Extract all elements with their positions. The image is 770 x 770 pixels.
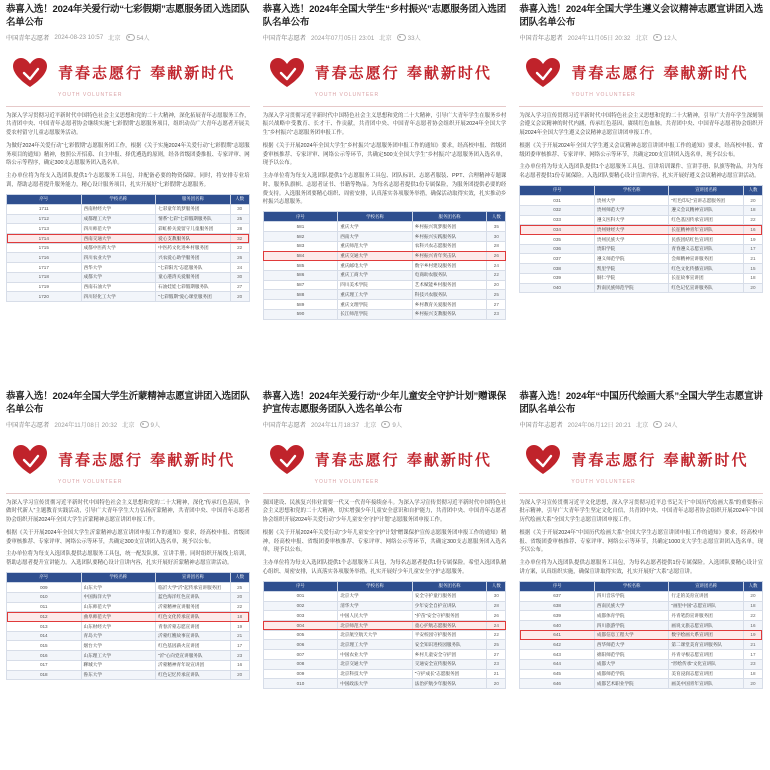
banner-subtitle: YOUTH VOLUNTEER [314, 478, 380, 485]
table-row: 583 重庆师范大学 农科兴农志愿服务团 28 [263, 241, 506, 251]
meta-date: 2024年11月08日 20:32 [54, 421, 118, 429]
selected-teams-table [6, 194, 250, 303]
table-row: 015 烟台大学 红色基因薪火宣讲团 17 [7, 641, 250, 651]
table-row: 002 清华大学 少年安全自护宣讲队 28 [263, 601, 506, 611]
article-meta [263, 33, 507, 42]
table-row: 637 四川音乐学院 行走的美育宣讲团 20 [520, 591, 763, 601]
column-header: 序号 [263, 581, 338, 591]
heart-hand-icon [10, 440, 50, 480]
table-header-row [7, 572, 250, 582]
table-row: 1713 四川师范大学 彩虹桥关爱留守儿童服务团 28 [7, 224, 250, 234]
table-body [7, 583, 250, 680]
table-row: 1711 西南财经大学 七彩童年筑梦服务团 30 [7, 204, 250, 214]
table-row: 033 遵义医科大学 红色基因传承宣讲团 22 [520, 215, 763, 225]
table-row: 581 重庆大学 乡村振兴筑梦服务团 35 [263, 222, 506, 232]
table-row: 1720 四川轻化工大学 “七彩假期”爱心课堂服务团 20 [7, 292, 250, 302]
column-header: 学校名称 [81, 194, 156, 204]
table-row: 035 贵州民族大学 民族团结红色宣讲团 19 [520, 235, 763, 245]
table-row: 1718 成都大学 童心港湾关爱服务团 30 [7, 272, 250, 282]
eye-icon [126, 34, 135, 41]
paragraph: 强国建设、民族复兴伟业需要一代又一代青年接续奋斗。为深入学习宣传贯彻习近平新时代中国特色社会主义思想和党的二十大精神，切实增强少年儿童安全意识和自护能力，共青团中央、中国青年志愿者协会组织开展2024年关爱行动“少年儿童安全守护计划”志愿服务团申报工作。 [262, 499, 507, 524]
banner-subtitle: YOUTH VOLUNTEER [571, 478, 636, 485]
column-header: 序号 [7, 572, 82, 582]
paragraph: 主办单位将为每支入选团队提供1个志愿服务工具包，并配备必要的物资保障。同时，将安排专业培训，帮助志愿者提升服务能力，精心设计服务项目，扎实开展好“七彩假期”志愿服务。 [6, 173, 250, 188]
table-row: 010 中国政法大学 法治护航少年服务队 20 [263, 679, 506, 689]
column-header: 学校名称 [594, 185, 669, 195]
table-row: 032 贵州师范大学 遵义会议精神宣讲队 18 [520, 205, 763, 215]
meta-read-count: 9人 [140, 420, 161, 429]
divider [519, 106, 763, 107]
paragraph: 主办单位将为每支入选团队提供1个志愿服务工具包、宣讲培训课件、宣讲手册、队旗等物品，并为每名志愿者提供1份专属保险。入选团队要精心设计宣讲内容，扎实开展好遵义会议精神志愿宣讲活动。 [519, 164, 763, 180]
meta-read-count: 54人 [126, 33, 150, 42]
column-header: 学校名称 [594, 581, 669, 591]
banner-subtitle: YOUTH VOLUNTEER [571, 91, 636, 98]
column-header: 宣讲团名称 [669, 581, 744, 591]
banner-title: 青春志愿行 奉献新时代 [571, 451, 749, 470]
table-row: 1719 西南石油大学 石油娃娃七彩假期服务队 27 [7, 282, 250, 292]
table-row: 588 重庆理工大学 科技兴农服务队 25 [263, 290, 506, 300]
column-header: 序号 [263, 212, 338, 222]
meta-source: 中国青年志愿者 [519, 421, 563, 429]
column-header: 序号 [7, 194, 82, 204]
table-row: 642 西华师范大学 第二课堂美育宣讲服务队 21 [520, 640, 763, 650]
table-row: 589 重庆文理学院 乡村教育关爱服务团 27 [263, 300, 506, 310]
table-row: 009 北京科技大学 “守护成长”志愿服务团 21 [263, 669, 506, 679]
table-row-highlighted: 584 重庆交通大学 乡村振兴青年突击队 26 [263, 251, 506, 261]
table-row: 001 北京大学 安全守护童行服务团 30 [263, 591, 506, 601]
eye-icon [397, 34, 406, 41]
table-row: 031 贵州大学 “红色印记”宣讲志愿服务团 20 [520, 196, 763, 206]
table-row: 017 聊城大学 沂蒙精神青年说宣讲团 16 [7, 660, 250, 670]
banner [263, 433, 507, 487]
table-row: 037 遵义师范学院 会师精神宣讲服务团 21 [520, 254, 763, 264]
meta-source: 中国青年志愿者 [262, 421, 306, 429]
column-header: 服务团名称 [412, 581, 487, 591]
banner-title: 青春志愿行 奉献新时代 [571, 64, 749, 83]
selected-teams-table [519, 185, 763, 294]
table-row: 040 黔南民族师范学院 红色记忆宣讲服务队 20 [520, 283, 763, 293]
table-row: 585 重庆邮电大学 数字乡村建设服务团 24 [263, 261, 506, 271]
table-row: 586 重庆工商大学 电商助农服务队 22 [263, 270, 506, 280]
eye-icon [381, 421, 390, 428]
table-container [519, 185, 763, 294]
table-row: 582 西南大学 乡村振兴实践服务队 30 [263, 232, 506, 242]
table-row: 007 中国农业大学 乡村儿童安全守护团 27 [263, 650, 506, 660]
heart-hand-icon [523, 53, 563, 93]
table-container [6, 572, 250, 681]
banner-title: 青春志愿行 奉献新时代 [314, 451, 492, 470]
paragraph: 根据《关于开展2024年全国大学生遵义会议精神志愿宣讲团申报工作的通知》要求，经高校申报、省级团委审核推荐、专家评审、网络公示等环节，共确定200支宣讲团入选名单，现予以公布。 [519, 142, 763, 158]
meta-source: 中国青年志愿者 [262, 34, 306, 42]
column-header: 序号 [520, 581, 595, 591]
headline: 恭喜入选！2024年“中国历代绘画大系”全国大学生志愿宣讲团队名单公布 [519, 391, 763, 415]
paragraph: 根据《关于开展2024年关爱行动“少年儿童安全守护计划”赠课保护宣传志愿服务团申报工作的通知》精神，经高校申报、省级团委审核推荐、专家评审、网络公示等环节，共确定300支志愿服务团入选名单，现予以公布。 [262, 529, 507, 554]
paragraph: 为深入学习贯彻习近平新时代中国特色社会主义思想和党的二十大精神，引导广大青年学生在服务乡村振兴战略中受教育、长才干、作贡献，共青团中央、中国青年志愿者协会组织开展2024年全国大学生“乡村振兴”志愿服务团申报工作。 [262, 112, 507, 137]
table-row: 014 青岛大学 沂蒙红嫂故事宣讲队 21 [7, 631, 250, 641]
table-container [263, 581, 507, 690]
banner-subtitle: YOUTH VOLUNTEER [314, 91, 380, 98]
selected-teams-table [263, 581, 507, 690]
column-header: 人数 [230, 572, 249, 582]
table-row: 003 中国人民大学 “护苗”安全守护服务团 26 [263, 611, 506, 621]
banner-title: 青春志愿行 奉献新时代 [58, 64, 236, 83]
table-container [263, 211, 507, 320]
table-row-highlighted: 034 贵州财经大学 长征精神青年宣讲队 16 [520, 225, 763, 235]
meta-location: 北京 [122, 421, 135, 429]
table-body [263, 222, 506, 319]
banner [263, 46, 507, 100]
article-meta [6, 33, 250, 42]
table-body [520, 196, 763, 293]
column-header: 序号 [520, 185, 595, 195]
meta-location: 北京 [635, 421, 649, 429]
table-header-row [520, 581, 763, 591]
table-row: 590 长江师范学院 乡村振兴支教服务队 23 [263, 309, 506, 319]
eye-icon [653, 421, 662, 428]
table-row: 645 成都师范学院 美育浸润志愿宣讲团 18 [520, 669, 763, 679]
table-row: 587 四川美术学院 艺术赋能乡村服务团 20 [263, 280, 506, 290]
paragraph: 为深入学习宣传贯彻习近平新时代中国特色社会主义思想和党的二十大精神，深化“传承红色基因，争做时代新人”主题教育实践活动，引导广大青年学生大力弘扬沂蒙精神，共青团中央、中国青年志愿者协会组织开展2024年全国大学生沂蒙精神志愿宣讲团申报工作。 [6, 499, 250, 524]
table-row: 638 西南民族大学 “画里中国”志愿宣讲队 18 [520, 601, 763, 611]
table-body [520, 591, 763, 688]
column-header: 学校名称 [81, 572, 156, 582]
table-row-highlighted: 004 北京师范大学 童心护航志愿服务队 24 [263, 621, 506, 631]
meta-read-count: 24人 [653, 420, 677, 429]
column-header: 人数 [743, 185, 762, 195]
selected-teams-table [519, 581, 763, 690]
article-card[interactable] [513, 385, 770, 770]
eye-icon [653, 34, 662, 41]
column-header: 人数 [743, 581, 762, 591]
table-row: 1717 西华大学 “七彩阳光”志愿服务队 24 [7, 263, 250, 273]
paragraph: 根据《关于开展2024年全国大学生沂蒙精神志愿宣讲团申报工作的通知》要求，经高校申报、省级团委审核推荐、专家评审、网络公示等环节，共确定300支宣讲团入选名单，现予以公布。 [6, 529, 250, 545]
paragraph: 根据《关于开展2024年全国大学生“乡村振兴”志愿服务团申报工作的通知》要求，经高校申报、省级团委审核推荐、专家评审、网络公示等环节，共确定500支全国大学生“乡村振兴”志愿服务团入选名单，现予以公布。 [262, 142, 507, 167]
meta-location: 北京 [379, 34, 392, 42]
meta-location: 北京 [635, 34, 648, 42]
article-card[interactable] [0, 385, 257, 770]
meta-source: 中国青年志愿者 [6, 421, 50, 429]
column-header: 人数 [487, 212, 506, 222]
banner-title: 青春志愿行 奉献新时代 [58, 451, 236, 470]
table-row: 643 绵阳师范学院 丹青寻根志愿宣讲团 17 [520, 650, 763, 660]
meta-date: 2024-08-23 10:57 [54, 33, 104, 41]
headline: 恭喜入选！2024年关爱行动“七彩假期”志愿服务团入选团队名单公布 [6, 4, 250, 28]
heart-hand-icon [267, 53, 307, 93]
column-header: 人数 [230, 194, 249, 204]
table-container [519, 581, 763, 690]
headline: 恭喜入选！2024年全国大学生沂蒙精神志愿宣讲团入选团队名单公布 [6, 391, 250, 415]
divider [6, 493, 250, 494]
headline: 恭喜入选！2024年全国大学生“乡村振兴”志愿服务团入选团队名单公布 [262, 4, 506, 28]
paragraph: 主办单位将为每支入选团队提供1个志愿服务工具包，为每名志愿者提供1份专属保险。希望入选团队精心组织、周密安排，认真落实各项服务举措，扎实开展好少年儿童安全守护志愿服务。 [262, 560, 507, 575]
table-row: 038 凯里学院 红色文化传播宣讲队 15 [520, 264, 763, 274]
table-body [263, 591, 506, 688]
heart-hand-icon [523, 440, 563, 480]
banner [519, 433, 763, 487]
headline: 恭喜入选！2024年关爱行动“少年儿童安全守护计划”赠课保护宣传志愿服务团队入选名单公布 [262, 391, 506, 415]
divider [263, 493, 507, 494]
article-card[interactable] [257, 385, 514, 770]
table-row: 1715 成都中医药大学 中医药文化进乡村服务团 22 [7, 243, 250, 253]
article-card[interactable] [0, 0, 257, 385]
table-header-row [263, 212, 506, 222]
headline: 恭喜入选！2024年全国大学生遵义会议精神志愿宣讲团入选团队名单公布 [519, 4, 763, 28]
table-row: 036 贵阳学院 青春遵义志愿宣讲队 17 [520, 244, 763, 254]
paragraph: 主办单位将为每支入选团队提供志愿服务工具包，统一配发队旗、宣讲手册。同时组织开展线上培训，帮助志愿者提升宣讲能力。入选团队要精心设计宣讲内容，扎实开展好沂蒙精神志愿宣讲活动。 [6, 551, 250, 567]
column-header: 服务团名称 [156, 194, 231, 204]
selected-teams-table [263, 211, 507, 320]
table-container [6, 194, 250, 303]
meta-date: 2024年07月05日 23:01 [310, 34, 375, 42]
meta-date: 2024年11月05日 20:32 [567, 34, 631, 42]
article-meta [263, 420, 507, 429]
meta-date: 2024年06月12日 20:21 [567, 421, 631, 429]
table-row: 639 成都体育学院 丹青笔韵宣讲服务团 22 [520, 611, 763, 621]
eye-icon [140, 421, 149, 428]
table-row: 016 山东理工大学 “沂”心向党宣讲服务队 23 [7, 651, 250, 661]
table-row: 1712 成都理工大学 情系“七彩”七彩假期服务队 25 [7, 214, 250, 224]
table-body [7, 204, 250, 301]
divider [263, 106, 507, 107]
table-row: 010 中国海洋大学 蓝色海洋红色宣讲队 20 [7, 592, 250, 602]
table-row: 039 铜仁学院 长征故事宣讲团 18 [520, 273, 763, 283]
column-header: 宣讲团名称 [669, 185, 744, 195]
table-row: 008 北京交通大学 交通安全宣传服务队 23 [263, 659, 506, 669]
banner-subtitle: YOUTH VOLUNTEER [58, 91, 123, 98]
meta-location: 北京 [108, 34, 121, 42]
meta-read-count: 12人 [653, 33, 677, 42]
table-row: 006 北京理工大学 安全知识进校园服务队 25 [263, 640, 506, 650]
paragraph: 为做好2024年关爱行动“七彩假期”志愿服务团工作，根据《关于实施2024年关爱行动“七彩假期”志愿服务项目的通知》精神，按照公开招募、自主申报、择优遴选的原则，经各省级团委推报、专家评审、网络公示等程序，确定300支志愿服务团入选名单。 [6, 142, 250, 167]
table-header-row [520, 185, 763, 195]
table-row: 1716 四川农业大学 兴农爱心助学服务团 26 [7, 253, 250, 263]
paragraph: 为深入学习宣传贯彻习近平新时代中国特色社会主义思想和党的二十大精神，引导广大青年学生深刻领会遵义会议精神的时代内涵，传承红色基因，赓续红色血脉，共青团中央、中国青年志愿者协会组织开展2024年全国大学生遵义会议精神志愿宣讲团申报工作。 [519, 112, 763, 137]
article-meta [519, 420, 763, 429]
banner-title: 青春志愿行 奉献新时代 [314, 64, 492, 83]
article-card[interactable] [513, 0, 770, 385]
paragraph: 为深入学习宣传贯彻习近平文化思想，深入学习贯彻习近平总书记关于“中国历代绘画大系”的重要指示批示精神，引导广大青年学生坚定文化自信，共青团中央、中国青年志愿者协会组织开展2024年“中国历代绘画大系”全国大学生志愿宣讲团申报工作。 [519, 499, 763, 524]
meta-read-count: 9人 [381, 420, 402, 429]
selected-teams-table [6, 572, 250, 681]
divider [519, 493, 763, 494]
meta-location: 北京 [364, 421, 377, 429]
table-row: 644 成都大学 “形绘传承”文化宣讲队 23 [520, 659, 763, 669]
paragraph: 主办单位将为每支入选团队提供1个志愿服务工具包、团队标识、志愿者服装、PPT、合理精神专题课时、服务队旗帜、志愿者证书、书籍等物品。为每名志愿者提供1份专属保险，为服务团提供必要的经费支持。入选服务团要精心组织、周密安排，认真落实各项服务举措，确保活动取得实效，扎实推动乡村振兴志愿服务。 [262, 173, 507, 206]
banner [519, 46, 763, 100]
meta-date: 2024年11月18:37 [310, 421, 360, 429]
column-header: 人数 [487, 581, 506, 591]
heart-hand-icon [267, 440, 307, 480]
divider [6, 106, 250, 107]
table-row-highlighted: 641 成都信息工程大学 数字绘画大系宣讲团 19 [520, 630, 763, 640]
banner [6, 46, 250, 100]
table-row: 646 成都艺术职业学院 画美中国青年宣讲队 20 [520, 679, 763, 689]
table-row: 018 鲁东大学 红色记忆传承宣讲队 20 [7, 670, 250, 680]
table-header-row [263, 581, 506, 591]
heart-hand-icon [10, 53, 50, 93]
article-meta [6, 420, 250, 429]
paragraph: 主办单位将为入选团队提供志愿服务工具包，为每名志愿者提供1份专属保险。入选团队要精心设计宣讲方案，认真组织实施，确保宣讲取得实效，扎实开展好“大系”志愿宣讲。 [519, 560, 763, 575]
article-meta [519, 33, 763, 42]
table-header-row [7, 194, 250, 204]
table-row: 005 北京航空航天大学 平安校园守护服务团 22 [263, 630, 506, 640]
column-header: 宣讲团名称 [156, 572, 231, 582]
column-header: 学校名称 [338, 212, 413, 222]
paragraph: 根据《关于开展2024年“中国历代绘画大系”全国大学生志愿宣讲团申报工作的通知》要求，经高校申报、省级团委审核推荐、专家评审、网络公示等环节，共确定1000支大学生志愿宣讲团入选名单，现予以公布。 [519, 529, 763, 554]
table-row: 013 山东财经大学 青春沂蒙志愿宣讲团 19 [7, 622, 250, 632]
table-row: 009 山东大学 临沂大学“沂”起传承宣讲服务团 25 [7, 583, 250, 593]
meta-source: 中国青年志愿者 [519, 34, 563, 42]
paragraph: 为深入学习贯彻习近平新时代中国特色社会主义思想和党的二十大精神，深化拓展青年志愿服务工作，共青团中央、中国青年志愿者协会继续实施“七彩假期”志愿服务项目，组织动员广大青年志愿者开展关爱农村留守儿童志愿服务活动。 [6, 112, 250, 137]
banner-subtitle: YOUTH VOLUNTEER [58, 478, 123, 485]
article-card[interactable] [257, 0, 514, 385]
meta-read-count: 33人 [397, 33, 421, 42]
banner [6, 433, 250, 487]
table-row-highlighted: 1714 西南交通大学 爱心支教服务队 32 [7, 234, 250, 244]
table-row: 640 四川旅游学院 画说文旅志愿宣讲队 16 [520, 621, 763, 631]
table-row-highlighted: 012 曲阜师范大学 红色文化传承宣讲队 18 [7, 612, 250, 622]
column-header: 学校名称 [338, 581, 413, 591]
table-row: 011 山东师范大学 沂蒙精神宣讲服务团 22 [7, 602, 250, 612]
column-header: 服务团名称 [412, 212, 487, 222]
meta-source: 中国青年志愿者 [6, 34, 50, 42]
